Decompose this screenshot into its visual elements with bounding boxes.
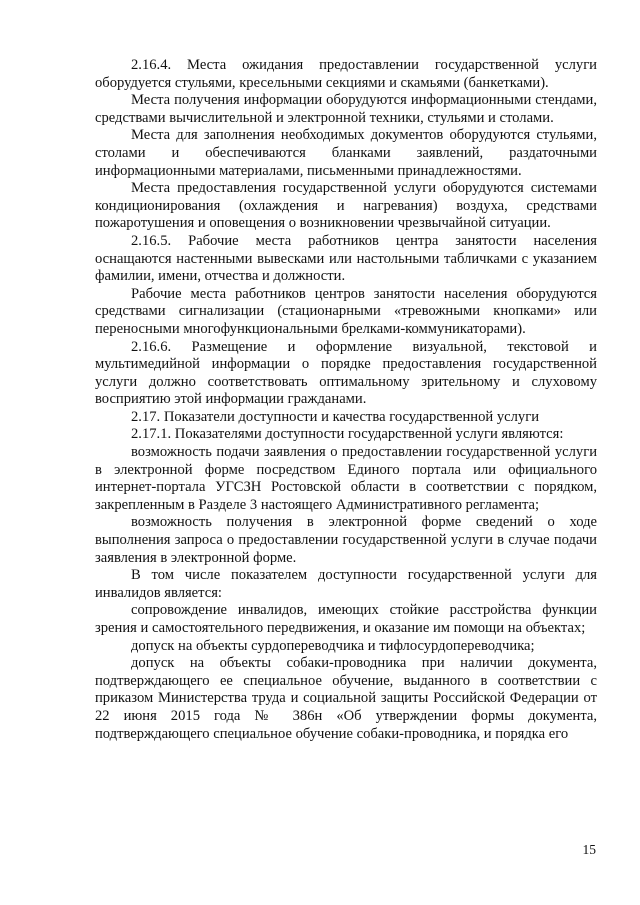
page-number: 15 xyxy=(582,842,596,857)
body-text xyxy=(95,57,597,743)
paragraph: Рабочие места работников центров занятости населения оборудуются средствами сигнализации (стационарными «тревожными кнопками» или переносными многофункциональными брелками-коммуникаторами). xyxy=(95,285,597,337)
paragraph: 2.17.1. Показателями доступности государственной услуги являются: xyxy=(131,426,564,443)
paragraph: 2.16.4. Места ожидания предоставлении государственной услуги оборудуется стульями, кресельными секциями и скамьями (банкетками). xyxy=(95,57,597,91)
paragraph: допуск на объекты сурдопереводчика и тифлосурдопереводчика; xyxy=(131,637,535,654)
paragraph: Места для заполнения необходимых документов оборудуются стульями, столами и обеспечиваются бланками заявлений, раздаточными информационными материалами, письменными принадлежностями. xyxy=(95,127,597,179)
paragraph: сопровождение инвалидов, имеющих стойкие расстройства функции зрения и самостоятельного передвижения, и оказание им помощи на объектах; xyxy=(95,602,597,636)
paragraph: возможность получения в электронной форме сведений о ходе выполнения запроса о предоставлении государственной услуги в случае подачи заявления в электронной форме. xyxy=(95,514,597,566)
paragraph: Места предоставления государственной услуги оборудуются системами кондиционирования (охлаждения и нагревания) воздуха, средствами пожаротушения и оповещения о возникновении чрезвычайной ситуации. xyxy=(95,180,597,232)
paragraph: допуск на объекты собаки-проводника при наличии документа, подтверждающего ее специальное обучение, выданного в соответствии с приказом Министерства труда и социальной защиты Российской Федерации от 22 июня 2015 года № 386н «Об утверждении формы документа, подтверждающего специальное обучение собаки-проводника, и порядка его xyxy=(95,655,597,742)
paragraph: Места получения информации оборудуются информационными стендами, средствами вычислительной и электронной техники, стульями и столами. xyxy=(95,92,597,126)
paragraph: 2.16.5. Рабочие места работников центра занятости населения оснащаются настенными вывесками или настольными табличками с указанием фамилии, имени, отчества и должности. xyxy=(95,232,597,285)
paragraph: В том числе показателем доступности государственной услуги для инвалидов является: xyxy=(95,567,597,601)
section-heading: 2.17. Показатели доступности и качества государственной услуги xyxy=(131,408,540,425)
paragraph: возможность подачи заявления о предоставлении государственной услуги в электронной форме посредством Единого портала или официального интернет-портала УГСЗН Ростовской области в соответствии с порядком, закрепленным в Разделе 3 настоящего Административного регламента; xyxy=(95,444,597,513)
paragraph: 2.16.6. Размещение и оформление визуальной, текстовой и мультимедийной информации о порядке предоставления государственной услуги должно соответствовать оптимальному зрительному и слуховому восприятию этой информации гражданами. xyxy=(95,338,597,408)
